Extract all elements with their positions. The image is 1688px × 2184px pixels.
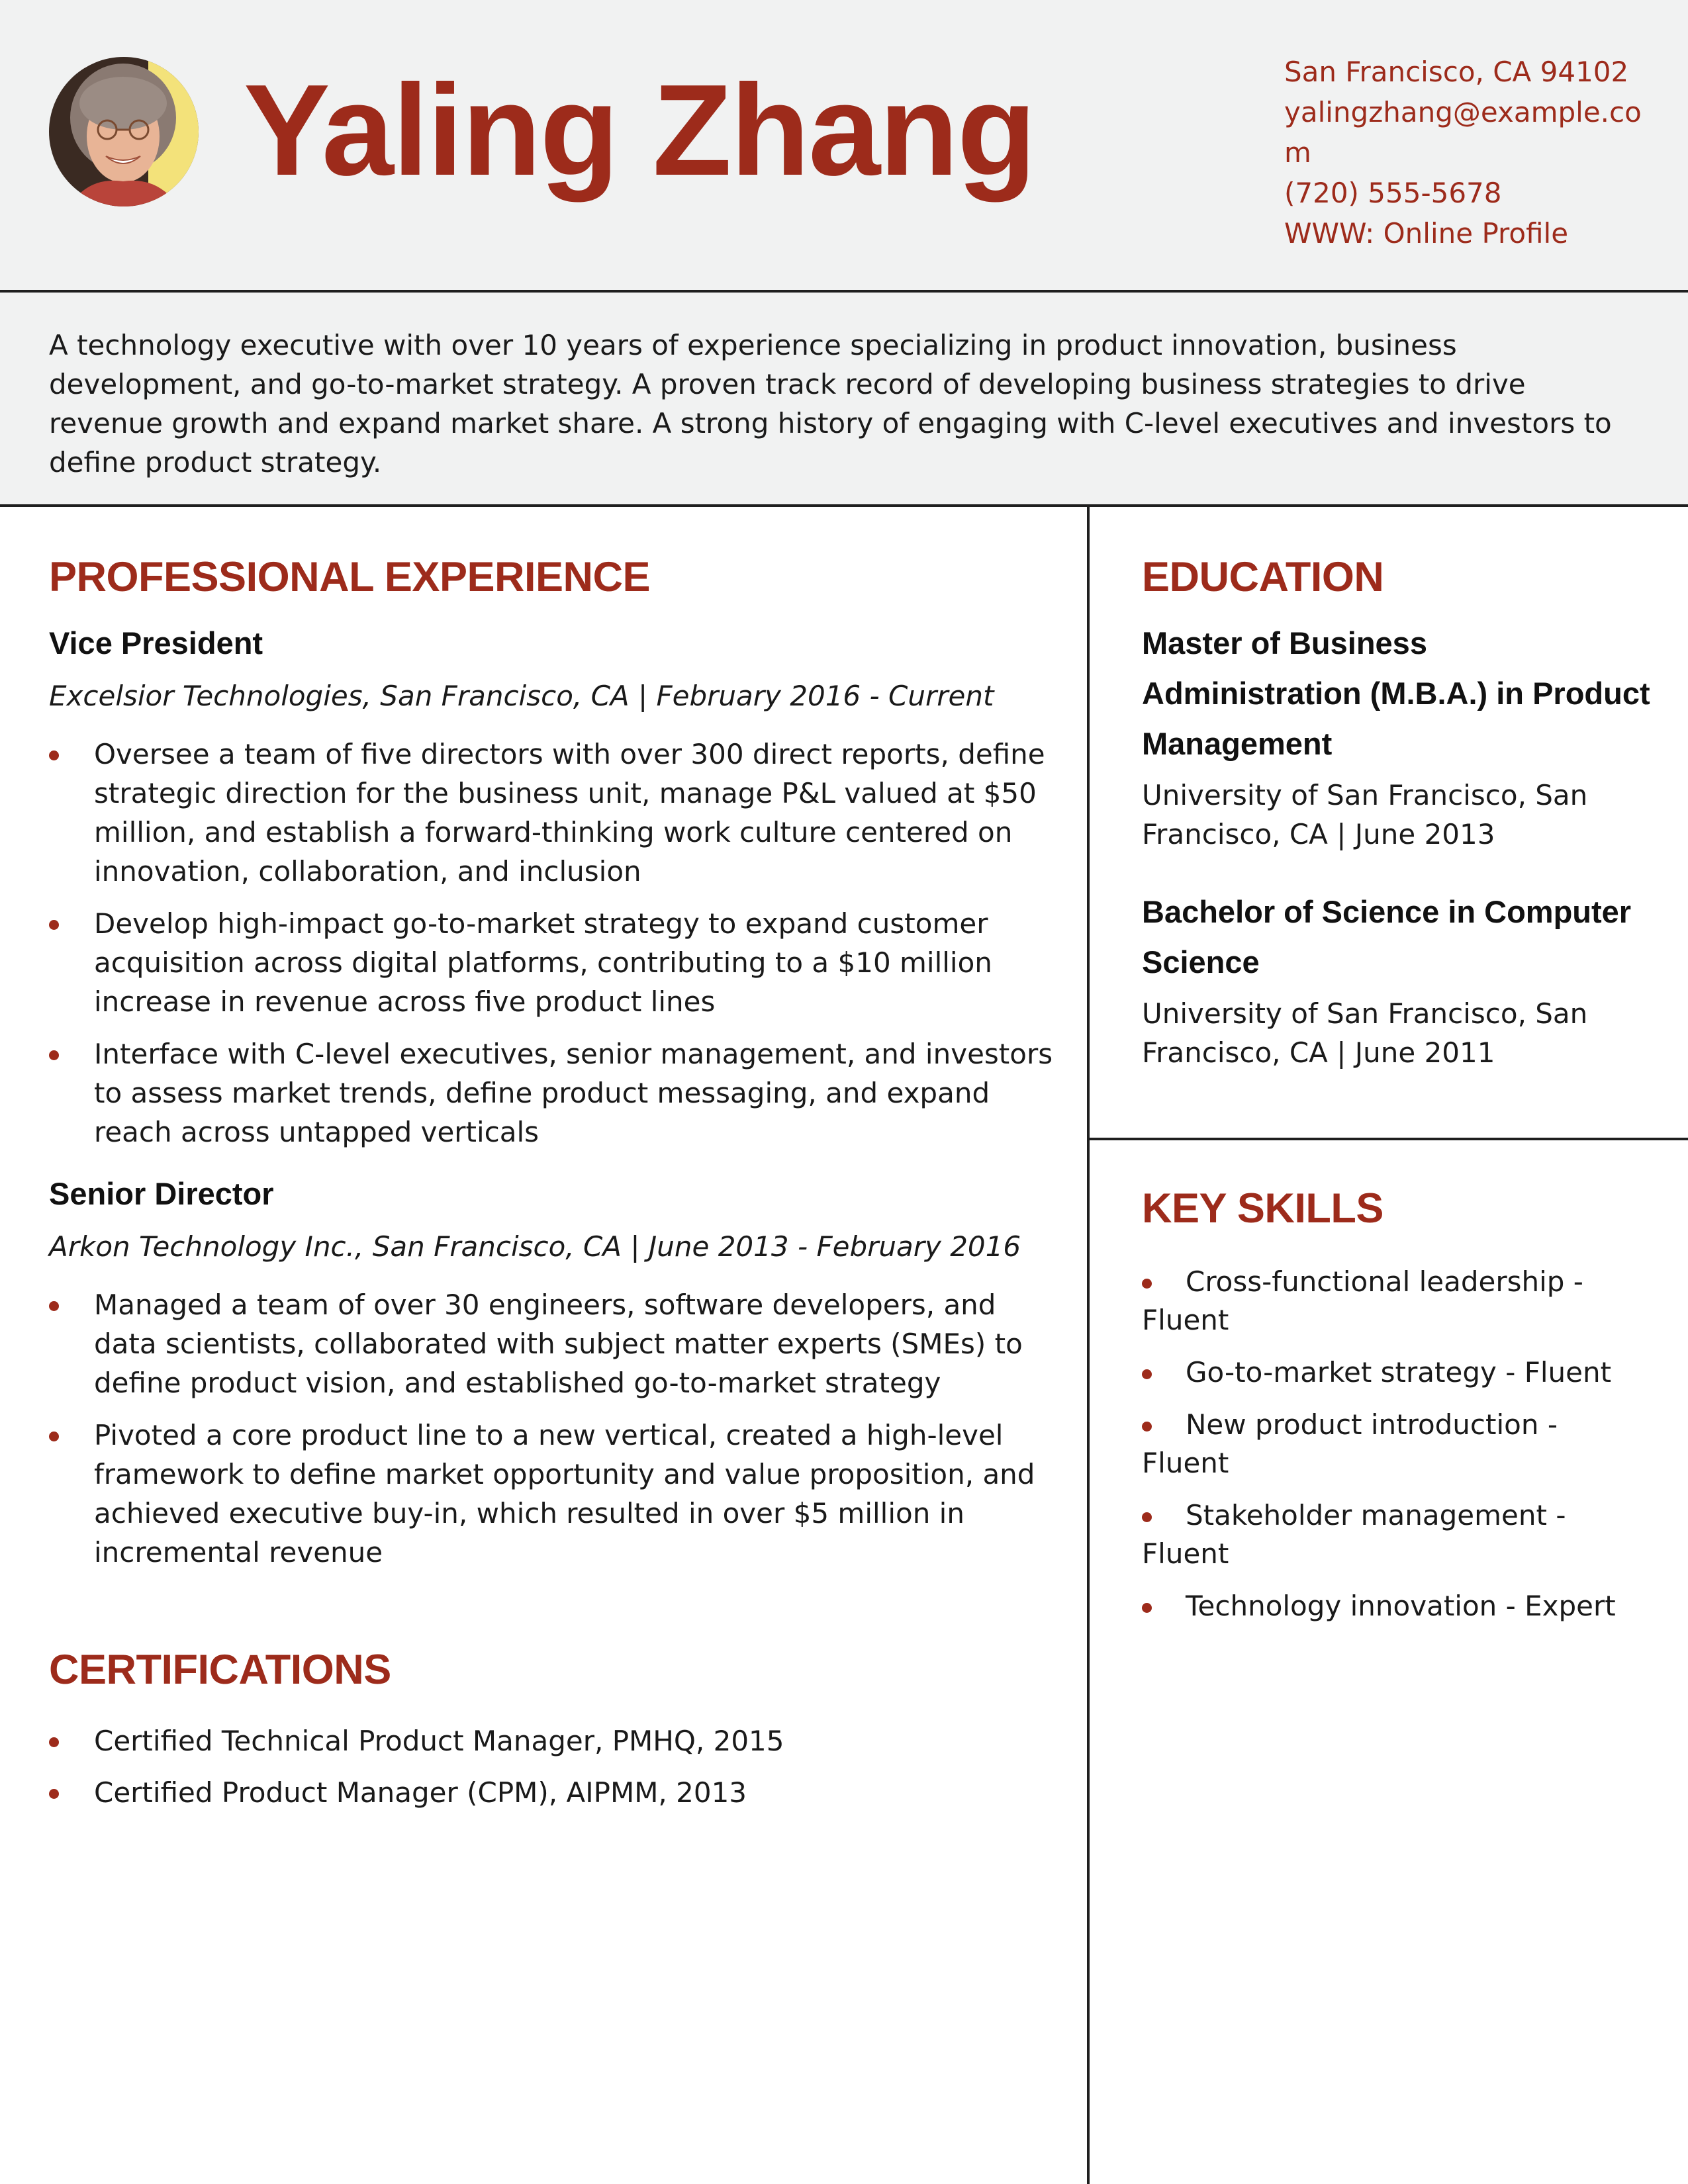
job-entry: [49, 618, 1055, 1152]
education-entry: [1142, 618, 1652, 854]
job-title: Senior Director: [49, 1176, 274, 1211]
list-item: [49, 1285, 1055, 1402]
bullet-icon: [49, 1301, 59, 1311]
job-company: Excelsior Technologies: [49, 680, 363, 712]
list-item: [1142, 1406, 1652, 1482]
skill-text: New product introduction - Fluent: [1142, 1408, 1558, 1479]
right-section-divider: [1090, 1138, 1688, 1140]
contact-address: San Francisco, CA 94102: [1284, 56, 1629, 88]
candidate-name: Yaling Zhang: [244, 58, 1035, 203]
bullet-icon: [1142, 1603, 1152, 1613]
contact-website-link[interactable]: WWW: Online Profile: [1284, 217, 1569, 250]
bullet-icon: [49, 1737, 59, 1747]
list-item: [49, 1721, 1055, 1760]
professional-summary: A technology executive with over 10 years of experience specializing in product innovation, business development, and go-to-market strategy. A proven track record of developing business strategies to drive revenue growth and expand market share. A strong history of engaging with C-level executives and investors to define product strategy.: [0, 293, 1688, 507]
bullet-text: Pivoted a core product line to a new vertical, created a high-level framework to define market opportunity and value proposition, and achieved executive buy-in, which resulted in over $5 million in incremental revenue: [94, 1419, 1035, 1569]
list-item: [49, 904, 1055, 1021]
list-item: [1142, 1587, 1652, 1625]
job-location-dates: , San Francisco, CA | June 2013 - February 2016: [355, 1230, 1021, 1263]
certifications-heading: CERTIFICATIONS: [49, 1647, 391, 1693]
skill-text: Cross-functional leadership - Fluent: [1142, 1265, 1583, 1336]
bullet-icon: [49, 1789, 59, 1799]
bullet-icon: [1142, 1422, 1152, 1432]
certification-text: Certified Product Manager (CPM), AIPMM, 2013: [94, 1776, 747, 1809]
left-column: [49, 507, 1055, 1812]
certifications-list: [49, 1721, 1055, 1812]
school-info: University of San Francisco, San Francisco, CA | June 2011: [1142, 997, 1588, 1069]
bullet-text: Oversee a team of five directors with over 300 direct reports, define strategic direction for the business unit, manage P&L valued at $50 million, and establish a forward-thinking work culture centered on innovation, collaboration, and inclusion: [94, 738, 1045, 887]
skills-heading: KEY SKILLS: [1142, 1185, 1383, 1232]
experience-heading: PROFESSIONAL EXPERIENCE: [49, 554, 651, 600]
bullet-icon: [49, 1050, 59, 1060]
job-meta: [49, 676, 1055, 716]
list-item: [1142, 1353, 1652, 1392]
certification-text: Certified Technical Product Manager, PMHQ, 2015: [94, 1725, 784, 1757]
resume-header: [0, 0, 1688, 293]
job-bullets: [49, 735, 1055, 1152]
job-meta: [49, 1227, 1055, 1267]
job-title: Vice President: [49, 625, 263, 660]
profile-photo: [49, 57, 199, 206]
skill-text: Stakeholder management - Fluent: [1142, 1499, 1566, 1570]
profile-photo-illustration: [49, 57, 199, 206]
job-entry: [49, 1169, 1055, 1572]
contact-email[interactable]: yalingzhang@example.com: [1284, 96, 1642, 169]
bullet-icon: [1142, 1512, 1152, 1522]
list-item: [49, 1416, 1055, 1572]
list-item: [49, 1034, 1055, 1152]
school-info: University of San Francisco, San Francisco, CA | June 2013: [1142, 779, 1588, 850]
skill-text: Technology innovation - Expert: [1186, 1590, 1616, 1622]
bullet-text: Managed a team of over 30 engineers, software developers, and data scientists, collaborated with subject matter experts (SMEs) to define product vision, and established go-to-market strategy: [94, 1289, 1023, 1399]
job-company: Arkon Technology Inc.: [49, 1230, 355, 1263]
list-item: [1142, 1496, 1652, 1573]
bullet-text: Develop high-impact go-to-market strategy to expand customer acquisition across digital platforms, contributing to a $10 million increase in revenue across five product lines: [94, 907, 992, 1018]
bullet-icon: [49, 751, 59, 760]
column-divider: [1087, 507, 1090, 2184]
job-location-dates: , San Francisco, CA | February 2016 - Current: [362, 680, 994, 712]
degree-title: Master of Business Administration (M.B.A.) in Product Management: [1142, 625, 1650, 761]
contact-info: [1284, 52, 1655, 253]
education-heading: EDUCATION: [1142, 554, 1384, 600]
bullet-icon: [1142, 1369, 1152, 1379]
right-column: [1142, 507, 1652, 1622]
bullet-icon: [49, 1432, 59, 1441]
job-bullets: [49, 1285, 1055, 1572]
bullet-icon: [1142, 1279, 1152, 1289]
skills-list: [1142, 1263, 1652, 1625]
education-entry: [1142, 887, 1652, 1072]
contact-phone[interactable]: (720) 555-5678: [1284, 177, 1502, 209]
degree-title: Bachelor of Science in Computer Science: [1142, 894, 1632, 979]
list-item: [1142, 1263, 1652, 1340]
bullet-icon: [49, 920, 59, 930]
list-item: [49, 735, 1055, 891]
list-item: [49, 1773, 1055, 1812]
bullet-text: Interface with C-level executives, senior management, and investors to assess market trends, define product messaging, and expand reach across untapped verticals: [94, 1038, 1053, 1148]
skill-text: Go-to-market strategy - Fluent: [1186, 1356, 1612, 1388]
